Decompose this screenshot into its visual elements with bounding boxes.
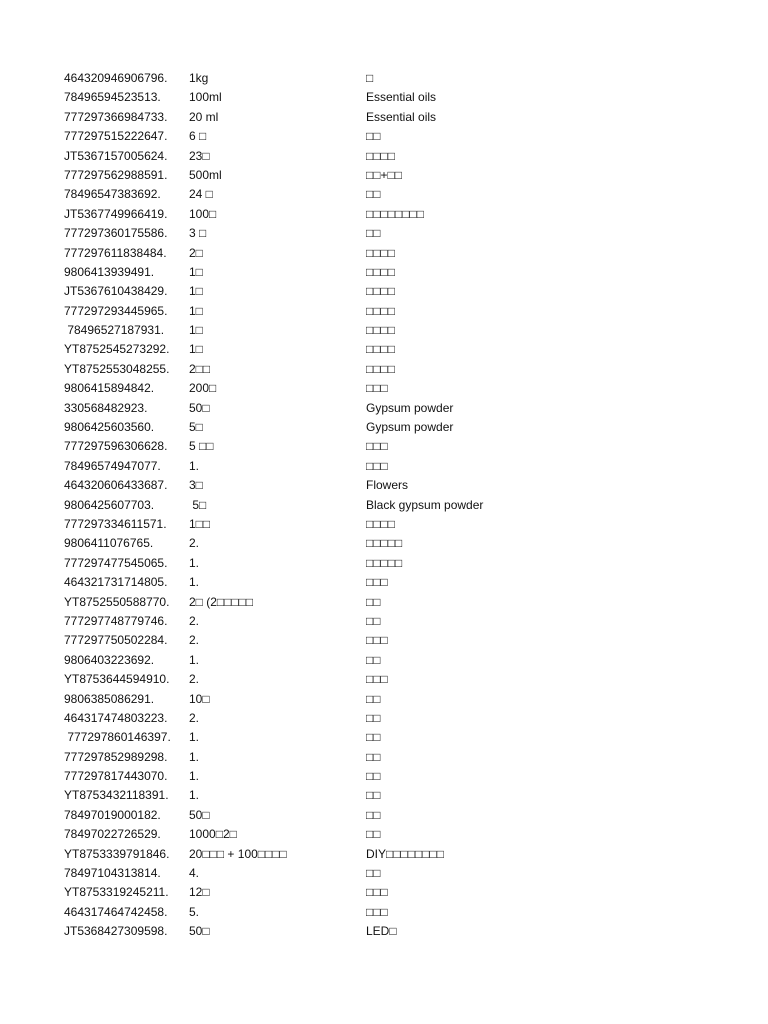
quantity-cell: 1.: [189, 730, 200, 745]
tracking-number-cell: 464320606433687.: [64, 478, 168, 493]
item-cell: □□□: [366, 458, 388, 473]
tracking-number-cell: 777297562988591.: [64, 167, 168, 182]
tracking-number-cell: 330568482923.: [64, 400, 148, 415]
item-cell: Flowers: [366, 478, 409, 493]
item-cell: Essential oils: [366, 90, 437, 105]
table-row: [0, 496, 768, 515]
tracking-number-cell: YT8753339791846.: [64, 846, 170, 861]
item-cell: □□□: [366, 904, 388, 919]
item-cell: □□□□: [366, 342, 395, 357]
quantity-cell: 2.: [189, 672, 200, 687]
item-cell: □□: [366, 749, 381, 764]
item-cell: □□□□: [366, 148, 395, 163]
table-row: [0, 224, 768, 243]
quantity-cell: 50□: [189, 924, 210, 939]
item-cell: □□: [366, 187, 381, 202]
tracking-number-cell: JT5367610438429.: [64, 284, 168, 299]
tracking-number-cell: 78496594523513.: [64, 90, 161, 105]
quantity-cell: 20□□□ + 100□□□□: [189, 846, 287, 861]
quantity-cell: 5□: [189, 497, 207, 512]
item-cell: □□: [366, 827, 381, 842]
item-cell: □□□□: [366, 264, 395, 279]
quantity-cell: 100□: [189, 206, 217, 221]
item-cell: □□□□: [366, 361, 395, 376]
table-row: [0, 690, 768, 709]
quantity-cell: 3□: [189, 478, 203, 493]
quantity-cell: 500ml: [189, 167, 222, 182]
item-cell: Essential oils: [366, 109, 437, 124]
item-cell: □□□: [366, 633, 388, 648]
item-cell: Gypsum powder: [366, 400, 454, 415]
quantity-cell: 1.: [189, 749, 200, 764]
tracking-number-cell: 777297596306628.: [64, 439, 168, 454]
tracking-number-cell: YT8753644594910.: [64, 672, 170, 687]
table-row: [0, 748, 768, 767]
quantity-cell: 5.: [189, 904, 200, 919]
quantity-cell: 1□: [189, 323, 203, 338]
tracking-number-cell: 777297611838484.: [64, 245, 167, 260]
table-row: [0, 476, 768, 495]
table-row: [0, 806, 768, 825]
quantity-cell: 100ml: [189, 90, 222, 105]
item-cell: □□: [366, 226, 381, 241]
item-cell: Black gypsum powder: [366, 497, 484, 512]
table-row: [0, 883, 768, 902]
quantity-cell: 5 □□: [189, 439, 214, 454]
quantity-cell: 5□: [189, 420, 203, 435]
tracking-number-cell: 464321731714805.: [64, 575, 168, 590]
tracking-number-cell: 78497104313814.: [64, 866, 161, 881]
quantity-cell: 2□ (2□□□□□: [189, 594, 254, 609]
table-row: [0, 69, 768, 88]
quantity-cell: 1□: [189, 264, 203, 279]
spreadsheet: [0, 69, 768, 942]
item-cell: □□: [366, 769, 381, 784]
item-cell: □□□□□: [366, 555, 403, 570]
table-row: [0, 360, 768, 379]
quantity-cell: 1.: [189, 769, 200, 784]
quantity-cell: 23□: [189, 148, 210, 163]
quantity-cell: 2□: [189, 245, 203, 260]
table-row: [0, 728, 768, 747]
quantity-cell: 2.: [189, 536, 200, 551]
quantity-cell: 200□: [189, 381, 217, 396]
quantity-cell: 24 □: [189, 187, 213, 202]
tracking-number-cell: 9806415894842.: [64, 381, 155, 396]
item-cell: □□: [366, 594, 381, 609]
tracking-number-cell: YT8753319245211.: [64, 885, 169, 900]
tracking-number-cell: 78497019000182.: [64, 807, 161, 822]
tracking-number-cell: 78496547383692.: [64, 187, 161, 202]
item-cell: □□: [366, 807, 381, 822]
item-cell: □□□□: [366, 323, 395, 338]
table-row: [0, 515, 768, 534]
table-row: [0, 631, 768, 650]
quantity-cell: 1.: [189, 555, 200, 570]
item-cell: □□: [366, 652, 381, 667]
quantity-cell: 12□: [189, 885, 210, 900]
item-cell: □□□□□□□□: [366, 206, 424, 221]
quantity-cell: 1□□: [189, 516, 211, 531]
item-cell: LED□: [366, 924, 397, 939]
item-cell: □□□: [366, 439, 388, 454]
table-row: [0, 321, 768, 340]
item-cell: □□□□: [366, 303, 395, 318]
table-row: [0, 282, 768, 301]
table-row: [0, 573, 768, 592]
quantity-cell: 50□: [189, 807, 210, 822]
item-cell: □□: [366, 691, 381, 706]
table-row: [0, 399, 768, 418]
table-row: [0, 670, 768, 689]
item-cell: □□□□: [366, 245, 395, 260]
tracking-number-cell: 9806425603560.: [64, 420, 155, 435]
table-row: [0, 244, 768, 263]
item-cell: □□: [366, 613, 381, 628]
table-row: [0, 651, 768, 670]
tracking-number-cell: JT5367157005624.: [64, 148, 168, 163]
table-row: [0, 612, 768, 631]
tracking-number-cell: 777297334611571.: [64, 516, 167, 531]
tracking-number-cell: 464317464742458.: [64, 904, 168, 919]
tracking-number-cell: 777297860146397.: [64, 730, 171, 745]
quantity-cell: 1□: [189, 303, 203, 318]
tracking-number-cell: JT5367749966419.: [64, 206, 168, 221]
table-row: [0, 185, 768, 204]
tracking-number-cell: 9806411076765.: [64, 536, 154, 551]
tracking-number-cell: 777297366984733.: [64, 109, 168, 124]
tracking-number-cell: 78496527187931.: [64, 323, 165, 338]
item-cell: □□□: [366, 885, 388, 900]
quantity-cell: 2.: [189, 613, 200, 628]
item-cell: □□□□: [366, 516, 395, 531]
table-row: [0, 302, 768, 321]
tracking-number-cell: 464320946906796.: [64, 71, 168, 85]
table-row: [0, 166, 768, 185]
tracking-number-cell: 9806425607703.: [64, 497, 155, 512]
table-row: [0, 786, 768, 805]
table-row: [0, 903, 768, 922]
table-row: [0, 534, 768, 553]
quantity-cell: 1.: [189, 575, 200, 590]
table-row: [0, 88, 768, 107]
tracking-number-cell: YT8752553048255.: [64, 361, 170, 376]
tracking-number-cell: JT5368427309598.: [64, 924, 168, 939]
table-row: [0, 457, 768, 476]
tracking-number-cell: 464317474803223.: [64, 710, 168, 725]
item-cell: □□□□□: [366, 536, 403, 551]
table-row: [0, 147, 768, 166]
quantity-cell: 3 □: [189, 226, 207, 241]
table-row: [0, 554, 768, 573]
quantity-cell: 1.: [189, 458, 200, 473]
table-row: [0, 864, 768, 883]
table-row: [0, 108, 768, 127]
item-cell: □□: [366, 730, 381, 745]
quantity-cell: 1000□2□: [189, 827, 237, 842]
item-cell: □□□: [366, 672, 388, 687]
quantity-cell: 50□: [189, 400, 210, 415]
table-row: [0, 709, 768, 728]
quantity-cell: 1□: [189, 284, 203, 299]
table-row: [0, 593, 768, 612]
item-cell: □: [366, 71, 374, 85]
tracking-number-cell: 777297852989298.: [64, 749, 168, 764]
tracking-number-cell: YT8752550588770.: [64, 594, 170, 609]
item-cell: □□□: [366, 381, 388, 396]
quantity-cell: 1□: [189, 342, 203, 357]
tracking-number-cell: 78497022726529.: [64, 827, 161, 842]
tracking-number-cell: 78496574947077.: [64, 458, 161, 473]
quantity-cell: 1kg: [189, 71, 209, 85]
quantity-cell: 1.: [189, 788, 200, 803]
table-row: [0, 922, 768, 941]
tracking-number-cell: YT8753432118391.: [64, 788, 169, 803]
tracking-number-cell: 777297293445965.: [64, 303, 168, 318]
table-row: [0, 437, 768, 456]
tracking-number-cell: 9806385086291.: [64, 691, 155, 706]
table-row: [0, 845, 768, 864]
tracking-number-cell: 9806403223692.: [64, 652, 155, 667]
quantity-cell: 2□□: [189, 361, 211, 376]
table-row: [0, 825, 768, 844]
quantity-cell: 6 □: [189, 129, 207, 144]
tracking-number-cell: 777297515222647.: [64, 129, 168, 144]
tracking-number-cell: 9806413939491.: [64, 264, 155, 279]
item-cell: DIY□□□□□□□□: [366, 846, 444, 861]
table-row: [0, 340, 768, 359]
item-cell: □□□: [366, 575, 388, 590]
quantity-cell: 20 ml: [189, 109, 219, 124]
table-row: [0, 767, 768, 786]
item-cell: □□: [366, 129, 381, 144]
quantity-cell: 1.: [189, 652, 200, 667]
item-cell: □□+□□: [366, 167, 402, 182]
quantity-cell: 2.: [189, 710, 200, 725]
tracking-number-cell: 777297750502284.: [64, 633, 168, 648]
item-cell: □□: [366, 788, 381, 803]
table-row: [0, 263, 768, 282]
table-row: [0, 205, 768, 224]
tracking-number-cell: 777297477545065.: [64, 555, 168, 570]
item-cell: □□□□: [366, 284, 395, 299]
quantity-cell: 10□: [189, 691, 210, 706]
tracking-number-cell: 777297360175586.: [64, 226, 168, 241]
table-row: [0, 127, 768, 146]
quantity-cell: 2.: [189, 633, 200, 648]
item-cell: □□: [366, 710, 381, 725]
item-cell: □□: [366, 866, 381, 881]
tracking-number-cell: 777297817443070.: [64, 769, 168, 784]
quantity-cell: 4.: [189, 866, 200, 881]
table-row: [0, 379, 768, 398]
tracking-number-cell: YT8752545273292.: [64, 342, 170, 357]
table-row: [0, 418, 768, 437]
item-cell: Gypsum powder: [366, 420, 454, 435]
tracking-number-cell: 777297748779746.: [64, 613, 168, 628]
